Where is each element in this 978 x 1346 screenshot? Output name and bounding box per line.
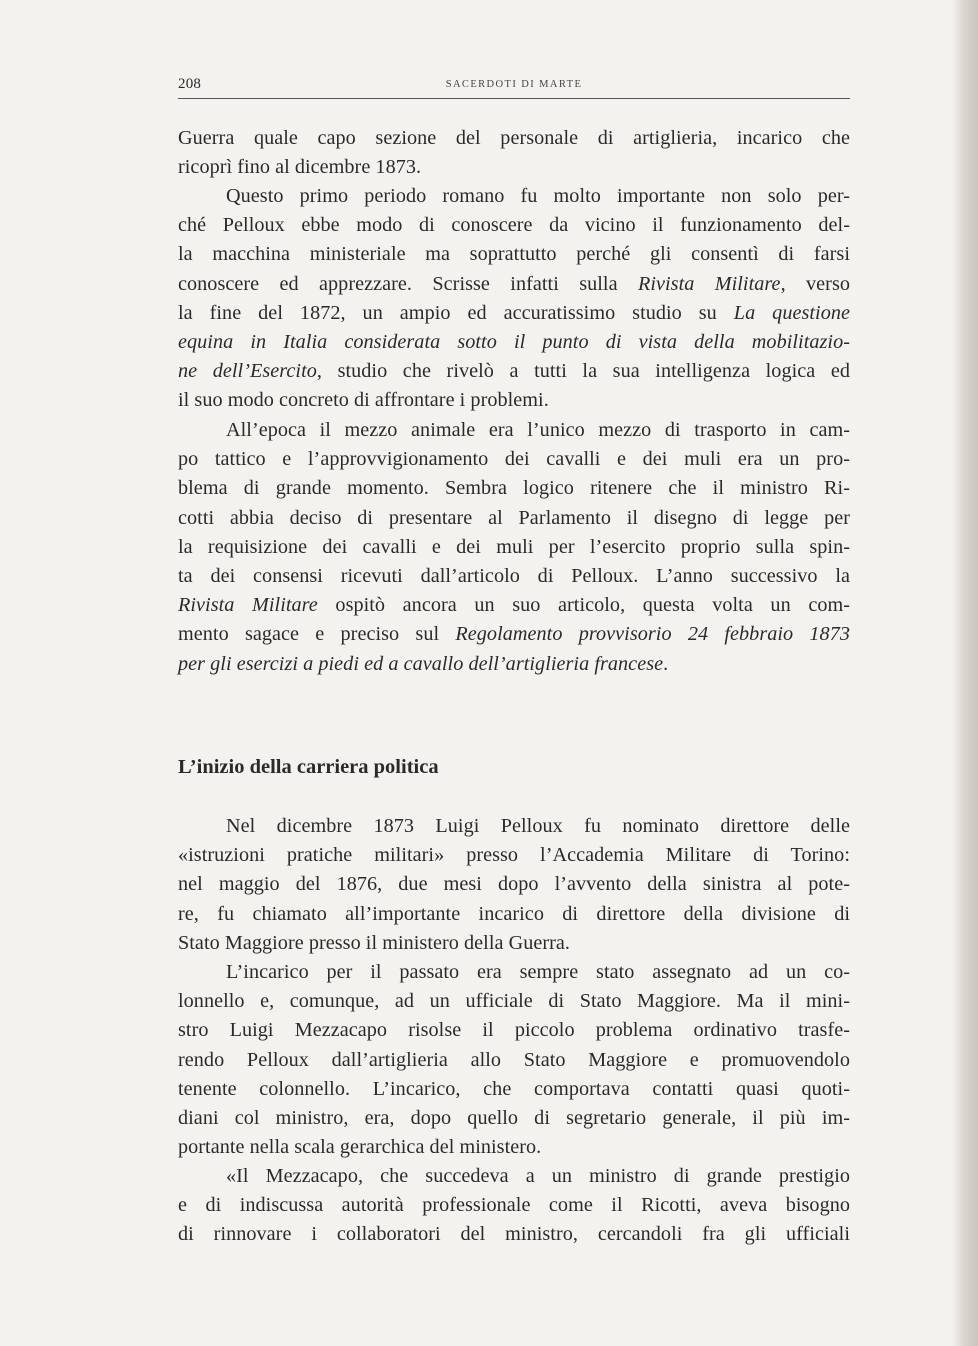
page-header: [178, 76, 850, 99]
text-line: ché Pelloux ebbe modo di conoscere da vicino il funzionamento del-: [178, 214, 850, 237]
paragraph: [178, 182, 850, 416]
text-line: la macchina ministeriale ma soprattutto perché gli consentì di farsi: [178, 243, 850, 266]
text-line: Guerra quale capo sezione del personale di artiglieria, incarico che: [178, 127, 850, 149]
italic-title: Regolamento provvisorio 24 febbraio 1873: [455, 623, 850, 646]
text-line: il suo modo concreto di affrontare i problemi.: [178, 389, 549, 412]
italic-title: Rivista Militare: [637, 272, 781, 295]
paragraph: [178, 124, 850, 182]
text-line: ta dei consensi ricevuti dall’articolo di Pelloux. L’anno successivo la: [178, 565, 850, 588]
running-title: SACERDOTI DI MARTE: [445, 79, 583, 90]
scan-shadow-edge: [952, 0, 978, 1346]
text-line: po tattico e l’approvvigionamento dei cavalli e dei muli era un pro-: [178, 448, 850, 471]
text-line: [178, 328, 850, 357]
text-line: re, fu chiamato all’importante incarico di direttore della divisione di: [178, 902, 850, 925]
text-line: la requisizione dei cavalli e dei muli per l’esercito proprio sulla spin-: [178, 535, 850, 558]
text-line: rendo Pelloux dall’artiglieria allo Stato Maggiore e promuovendolo: [178, 1048, 850, 1071]
text-line: conoscere ed apprezzare. Scrisse infatti sulla Rivista Militare, verso: [178, 272, 851, 295]
paragraph: [178, 416, 850, 679]
page-number: 208: [178, 76, 202, 92]
paragraph: [178, 812, 850, 958]
text-line: «istruzioni pratiche militari» presso l’Accademia Militare di Torino:: [178, 844, 850, 867]
text-line: lonnello e, comunque, ad un ufficiale di Stato Maggiore. Ma il mini-: [178, 990, 850, 1013]
italic-title: Rivista Militare: [178, 594, 318, 617]
text-line: blema di grande momento. Sembra logico ritenere che il ministro Ri-: [178, 477, 850, 500]
paragraph: [178, 958, 850, 1162]
text-line: e di indiscussa autorità professionale come il Ricotti, aveva bisogno: [178, 1194, 850, 1217]
text-line: portante nella scala gerarchica del ministero.: [178, 1136, 542, 1159]
italic-title: equina in Italia considerata sotto il punto di vista della mobilitazio-: [178, 331, 850, 354]
text-line: di rinnovare i collaboratori del ministro, cercandoli fra gli ufficiali: [178, 1223, 850, 1246]
text-line: cotti abbia deciso di presentare al Parlamento il disegno di legge per: [178, 506, 850, 529]
italic-title: ne dell’Esercito: [178, 360, 317, 383]
text-line: Questo primo periodo romano fu molto importante non solo per-: [226, 185, 850, 207]
paragraph: [178, 1162, 850, 1250]
text-line: nel maggio del 1876, due mesi dopo l’avvento della sinistra al pote-: [178, 873, 850, 896]
text-line: ricoprì fino al dicembre 1873.: [178, 156, 422, 179]
text-line: tenente colonnello. L’incarico, che comportava contatti quasi quoti-: [178, 1077, 850, 1100]
text-line: Nel dicembre 1873 Luigi Pelloux fu nominato direttore delle: [226, 815, 850, 837]
text-line: «Il Mezzacapo, che succedeva a un ministro di grande prestigio: [226, 1165, 850, 1187]
italic-title: La questione: [733, 301, 850, 324]
text-line: Stato Maggiore presso il ministero della Guerra.: [178, 931, 571, 954]
text-line: ne dell’Esercito, studio che rivelò a tutti la sua intelligenza logica ed: [178, 360, 850, 383]
text-line: stro Luigi Mezzacapo risolse il piccolo problema ordinativo trasfe-: [178, 1019, 850, 1042]
text-line: per gli esercizi a piedi ed a cavallo dell’artiglieria francese.: [178, 652, 669, 675]
text-line: Rivista Militare ospitò ancora un suo articolo, questa volta un com-: [178, 594, 850, 617]
section-heading: L’inizio della carriera politica: [178, 756, 439, 778]
text-line: L’incarico per il passato era sempre stato assegnato ad un co-: [226, 961, 850, 983]
text-line: diani col ministro, era, dopo quello di segretario generale, il più im-: [178, 1107, 850, 1130]
text-line: la fine del 1872, un ampio ed accuratissimo studio su La questione: [178, 301, 850, 324]
italic-title: per gli esercizi a piedi ed a cavallo dell’artiglieria francese: [178, 652, 664, 675]
text-line: All’epoca il mezzo animale era l’unico mezzo di trasporto in cam-: [226, 419, 850, 441]
text-line: mento sagace e preciso sul Regolamento provvisorio 24 febbraio 1873: [178, 623, 850, 646]
